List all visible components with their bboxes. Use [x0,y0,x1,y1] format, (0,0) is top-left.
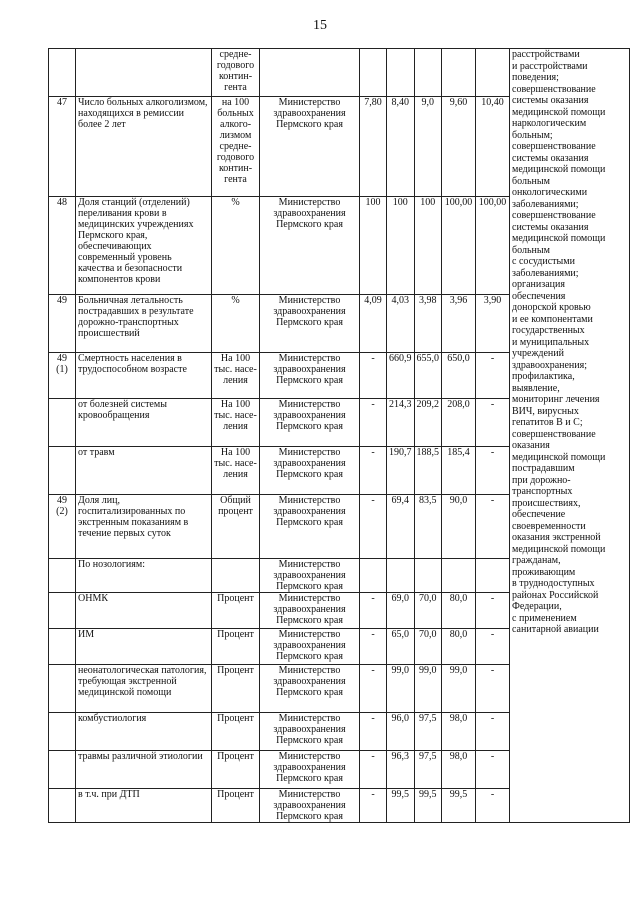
measures-line: и расстройствами [512,60,588,72]
measures-line: профилактика, [512,371,575,382]
cell-v4 [442,559,476,593]
cell-unit: На 100 тыс. насе-ления [212,353,260,399]
measures-line: заболеваниями; [512,267,579,279]
cell-v1: 100 [360,197,387,295]
cell-ministry: Министерство здравоохранения Пермского края [260,97,360,197]
measures-line: поведения; [512,72,559,83]
cell-v2: 214,3 [387,399,415,447]
cell-unit: средне- годового контин- гента [212,49,260,97]
cell-unit [212,559,260,593]
cell-ministry: Министерство здравоохранения Пермского края [260,751,360,789]
cell-num: 49 (1) [49,353,76,399]
cell-v3 [414,49,442,97]
cell-v4: 90,0 [442,495,476,559]
cell-v1: - [360,751,387,789]
cell-v3: 97,5 [414,751,442,789]
cell-v5: - [476,751,510,789]
measures-line: системы оказания [512,95,589,106]
cell-v5: 10,40 [476,97,510,197]
measures-line: донорской кровью [512,302,591,313]
cell-ministry: Министерство здравоохранения Пермского края [260,593,360,629]
cell-v5: - [476,665,510,713]
cell-num [49,447,76,495]
cell-name: Доля лиц, госпитализированных по экстренным показаниям в течение первых суток [76,495,212,559]
measures-line: совершенствование [512,210,596,221]
measures-line: оказания [512,440,550,451]
cell-v1: - [360,713,387,751]
measures-line: выявление, [512,382,560,394]
cell-v1: - [360,353,387,399]
cell-v5: - [476,399,510,447]
table-row [49,49,630,97]
cell-v5: - [476,593,510,629]
cell-unit: Процент [212,593,260,629]
measures-line: с применением [512,612,577,624]
measures-line: совершенствование [512,141,596,152]
measures-line: заболеваниями; [512,198,579,210]
cell-v5: - [476,629,510,665]
cell-num [49,593,76,629]
cell-name: неонатологическая патология, требующая экстренной медицинской помощи [76,665,212,713]
cell-v4: 185,4 [442,447,476,495]
measures-line: медицинской помощи [512,164,606,175]
measures-line: организация [512,279,565,290]
measures-line: происшествиях, [512,497,581,509]
cell-num [49,665,76,713]
cell-name: травмы различной этиологии [76,751,212,789]
measures-line: системы оказания [512,221,589,233]
measures-line: больным [512,244,550,256]
measures-line: медицинской помощи [512,106,606,118]
measures-line: районах Российской [512,589,599,601]
cell-v3: 97,5 [414,713,442,751]
cell-name: Больничная летальность пострадавших в результате дорожно-транспортных происшествий [76,295,212,353]
cell-ministry: Министерство здравоохранения Пермского края [260,713,360,751]
cell-v4: 98,0 [442,751,476,789]
cell-num [49,559,76,593]
cell-v3: 9,0 [414,97,442,197]
cell-v4: 208,0 [442,399,476,447]
cell-num: 49 (2) [49,495,76,559]
cell-v1: - [360,399,387,447]
cell-name: в т.ч. при ДТП [76,789,212,823]
page-number: 15 [313,18,327,33]
cell-v4: 80,0 [442,593,476,629]
measures-line: при дорожно- [512,474,571,486]
cell-num [49,399,76,447]
measures-line: с сосудистыми [512,256,575,267]
measures-line: оказания экстренной [512,532,601,543]
cell-v2: 660,9 [387,353,415,399]
cell-name: По нозологиям: [76,559,212,593]
cell-v5: - [476,713,510,751]
cell-ministry: Министерство здравоохранения Пермского края [260,353,360,399]
cell-name: от болезней системы кровообращения [76,399,212,447]
cell-v2: 100 [387,197,415,295]
cell-v4: 99,0 [442,665,476,713]
cell-v3: 70,0 [414,593,442,629]
cell-ministry: Министерство здравоохранения Пермского края [260,447,360,495]
measures-line: обеспечение [512,509,566,520]
cell-v5: - [476,353,510,399]
cell-unit: Процент [212,751,260,789]
measures-cell [510,49,630,823]
cell-num: 49 [49,295,76,353]
cell-v5: - [476,495,510,559]
measures-line: онкологическими [512,187,588,198]
cell-v2: 4,03 [387,295,415,353]
cell-name: ОНМК [76,593,212,629]
measures-line: расстройствами [512,49,580,60]
cell-ministry: Министерство здравоохранения Пермского края [260,629,360,665]
cell-v1 [360,559,387,593]
measures-line: здравоохранения; [512,359,588,371]
indicators-table [48,48,630,823]
cell-unit: на 100 больных алкого-лизмом средне-годового контин-гента [212,97,260,197]
cell-v5: - [476,789,510,823]
cell-v1: - [360,665,387,713]
cell-v5 [476,49,510,97]
cell-num: 47 [49,97,76,197]
cell-unit: Процент [212,629,260,665]
cell-v1: - [360,447,387,495]
cell-v3: 83,5 [414,495,442,559]
cell-v2: 69,4 [387,495,415,559]
measures-line: проживающим [512,566,576,578]
cell-v2: 96,3 [387,751,415,789]
cell-v3: 99,5 [414,789,442,823]
cell-v5: 3,90 [476,295,510,353]
measures-line: совершенствование [512,428,596,440]
cell-unit: На 100 тыс. насе-ления [212,447,260,495]
cell-v5: - [476,447,510,495]
cell-v1: - [360,593,387,629]
cell-num [49,751,76,789]
cell-ministry: Министерство здравоохранения Пермского края [260,295,360,353]
cell-name: Доля станций (отделений) переливания крови в медицинских учреждениях Пермского края, обеспечивающих современный уровень качества и безопасности компонентов крови [76,197,212,295]
measures-line: ВИЧ, вирусных [512,405,579,417]
cell-ministry: Министерство здравоохранения Пермского края [260,197,360,295]
cell-name: Смертность населения в трудоспособном возрасте [76,353,212,399]
cell-v5 [476,559,510,593]
cell-ministry: Министерство здравоохранения Пермского края [260,399,360,447]
cell-v1: 4,09 [360,295,387,353]
cell-v2: 65,0 [387,629,415,665]
measures-line: пострадавшим [512,463,575,474]
cell-v2: 8,40 [387,97,415,197]
cell-v4: 98,0 [442,713,476,751]
measures-line: системы оказания [512,152,589,164]
cell-ministry: Министерство здравоохранения Пермского края [260,789,360,823]
measures-line: учреждений [512,348,564,359]
cell-v4: 99,5 [442,789,476,823]
cell-unit: Процент [212,713,260,751]
cell-v3: 99,0 [414,665,442,713]
cell-name: от травм [76,447,212,495]
cell-v4: 80,0 [442,629,476,665]
cell-v1 [360,49,387,97]
measures-line: медицинской помощи [512,543,606,555]
cell-ministry: Министерство здравоохранения Пермского края [260,495,360,559]
cell-v2: 69,0 [387,593,415,629]
measures-line: гепатитов В и С; [512,417,583,428]
cell-v3: 188,5 [414,447,442,495]
cell-name: комбустиология [76,713,212,751]
cell-num: 48 [49,197,76,295]
measures-line: в труднодоступных [512,578,595,589]
cell-num [49,789,76,823]
measures-line: больным; [512,129,553,141]
cell-unit: Процент [212,665,260,713]
cell-v1: - [360,495,387,559]
measures-line: и муниципальных [512,336,590,348]
cell-v1: - [360,629,387,665]
cell-v2: 99,5 [387,789,415,823]
table-body [49,49,630,823]
cell-ministry [260,49,360,97]
cell-name [76,49,212,97]
measures-line: медицинской помощи [512,451,606,463]
cell-ministry: Министерство здравоохранения Пермского края [260,665,360,713]
cell-ministry: Министерство здравоохранения Пермского края [260,559,360,593]
cell-v2 [387,49,415,97]
cell-v2: 99,0 [387,665,415,713]
cell-num [49,713,76,751]
cell-v2: 190,7 [387,447,415,495]
cell-v1: 7,80 [360,97,387,197]
cell-unit: Общий процент [212,495,260,559]
measures-line: мониторинг лечения [512,394,600,405]
measures-line: медицинской помощи [512,233,606,244]
cell-num [49,49,76,97]
measures-line: обеспечения [512,290,566,302]
cell-unit: % [212,295,260,353]
cell-v3: 70,0 [414,629,442,665]
cell-v2: 96,0 [387,713,415,751]
cell-v2 [387,559,415,593]
cell-v3 [414,559,442,593]
cell-num [49,629,76,665]
cell-unit: На 100 тыс. насе-ления [212,399,260,447]
measures-line: государственных [512,325,585,336]
cell-name: Число больных алкоголизмом, находящихся в ремиссии более 2 лет [76,97,212,197]
cell-v3: 209,2 [414,399,442,447]
measures-line: своевременности [512,520,586,532]
cell-name: ИМ [76,629,212,665]
measures-line: гражданам, [512,555,561,566]
measures-line: совершенствование [512,83,596,95]
cell-v1: - [360,789,387,823]
cell-v4: 650,0 [442,353,476,399]
cell-v4 [442,49,476,97]
cell-v3: 655,0 [414,353,442,399]
measures-line: больным [512,175,550,187]
cell-unit: Процент [212,789,260,823]
cell-v4: 100,00 [442,197,476,295]
cell-v3: 100 [414,197,442,295]
measures-line: транспортных [512,486,573,497]
cell-v3: 3,98 [414,295,442,353]
cell-unit: % [212,197,260,295]
measures-line: наркологическим [512,118,587,129]
measures-line: Федерации, [512,601,562,612]
cell-v4: 9,60 [442,97,476,197]
cell-v5: 100,00 [476,197,510,295]
measures-line: и ее компонентами [512,313,593,325]
cell-v4: 3,96 [442,295,476,353]
measures-line: санитарной авиации [512,624,599,635]
